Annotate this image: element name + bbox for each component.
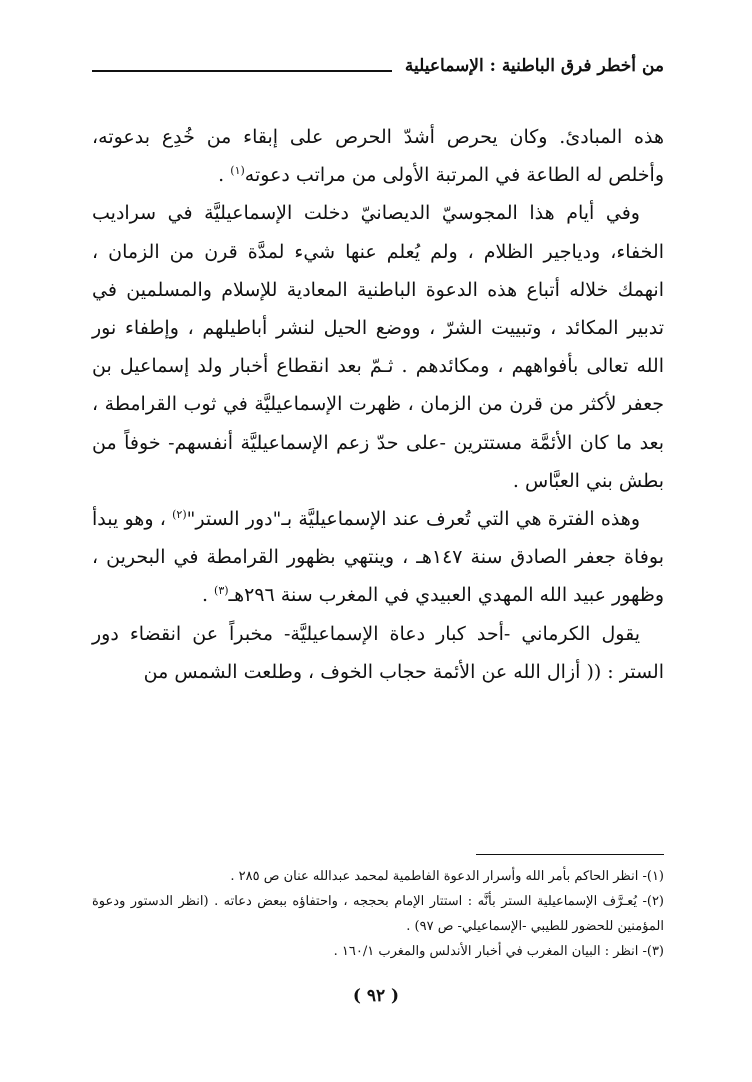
footnote-ref-2: (٢) (172, 508, 187, 522)
paragraph-3-part-b: ، وهو يبدأ بوفاة جعفر الصادق سنة ١٤٧هـ ، وينتهي بظهور القرامطة في البحرين ، وظهور عبيد الله المهدي العبيدي في المغرب سنة ٢٩٦هـ (92, 508, 664, 607)
footnote-1: (١)- انظر الحاكم بأمر الله وأسرار الدعوة الفاطمية لمحمد عبدالله عنان ص ٢٨٥ . (230, 869, 664, 884)
paragraph-3-end: . (201, 584, 215, 607)
paragraph-2: وفي أيام هذا المجوسيّ الديصانيّ دخلت الإسماعيليَّة في سراديب الخفاء، ودياجير الظلام ، ولم يُعلم عنها شيء لمدَّة قرن من الزمان ، انهمك خلاله أتباع هذه الدعوة الباطنية المعادية للإسلام والمسلمين في تدبير المكائد ، وتبييت الشرّ ، ووضع الحيل لنشر أباطيلهم ، وإطفاء نور الله تعالى بأفواههم ، ومكائدهم . ثـمّ بعد انقطاع أخبار ولد إسماعيل بن جعفر لأكثر من قرن من الزمان ، ظهرت الإسماعيليَّة في ثوب القرامطة ، بعد ما كان الأئمَّة مستترين -على حدّ زعم الإسماعيليَّة أنفسهم- خوفاً من بطش بني العبَّاس . (92, 202, 664, 492)
paragraph-1-text: هذه المبادئ. وكان يحرص أشدّ الحرص على إبقاء من خُدِع بدعوته، وأخلص له الطاعة في المرتبة الأولى من مراتب دعوته (92, 126, 664, 187)
running-title: من أخطر فرق الباطنية : الإسماعيلية (404, 56, 664, 76)
paragraph-1 (92, 118, 664, 194)
footnotes (92, 864, 664, 964)
paragraph-3-part-a: وهذه الفترة هي التي تُعرف عند الإسماعيليَّة بـ"دور الستر" (186, 508, 640, 531)
footnote-3: (٣)- انظر : البيان المغرب في أخبار الأندلس والمغرب ١٦٠/١ . (333, 944, 664, 959)
paragraph-1-end: . (218, 164, 231, 187)
paragraph-4: يقول الكرماني -أحد كبار دعاة الإسماعيليَّة- مخبراً عن انقضاء دور الستر : (( أزال الله عن الأئمة حجاب الخوف ، وطلعت الشمس من (92, 622, 664, 683)
paragraph-3 (92, 500, 664, 615)
page-header (92, 56, 664, 86)
footnote-2: (٢)- يُعـرَّف الإسماعيلية الستر بأنَّه : استتار الإمام بحججه ، واحتفاؤه ببعض دعاته . (انظر الدستور ودعوة المؤمنين للحضور للطيبي -الإسماعيلي- ص ٩٧) . (92, 894, 664, 934)
footnote-separator (476, 854, 664, 855)
header-rule (92, 70, 392, 72)
main-text (92, 118, 664, 691)
footnote-ref-3: (٣) (214, 584, 229, 598)
footnote-ref-1: (١) (230, 164, 245, 178)
page-number: ( ٩٢ ) (352, 986, 400, 1006)
